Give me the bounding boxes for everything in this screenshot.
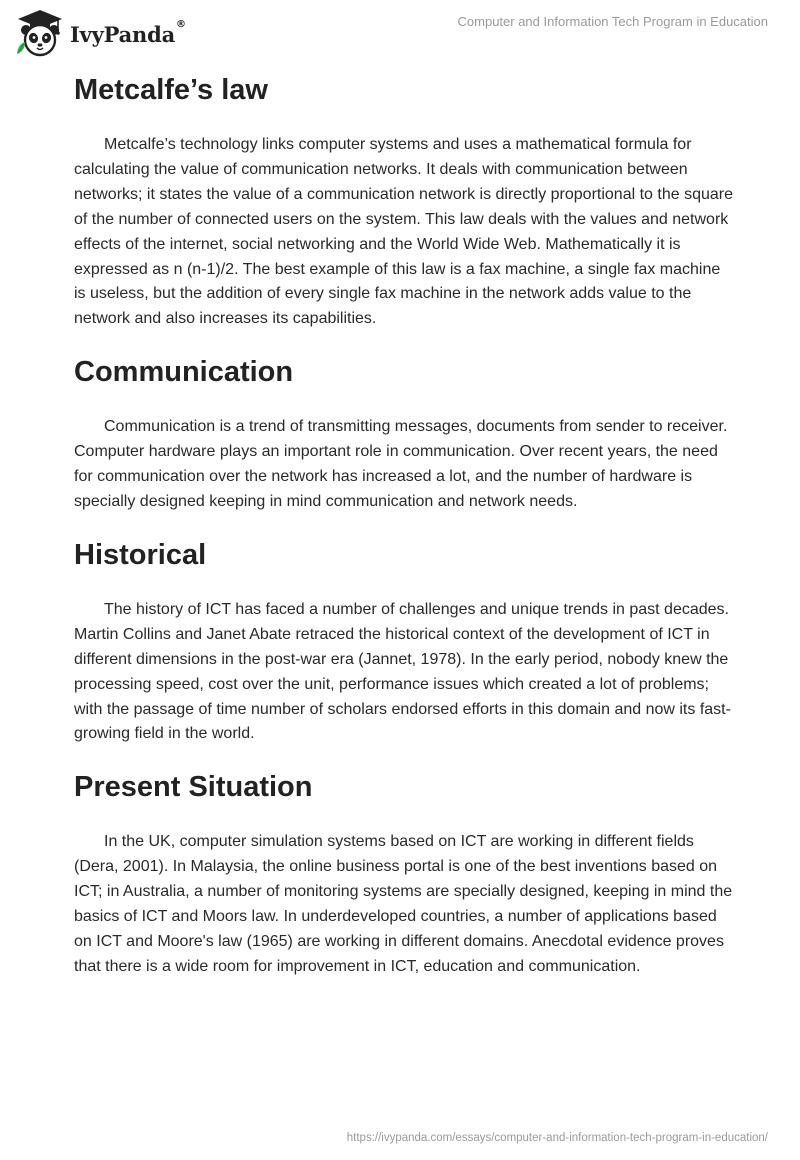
source-url-link[interactable]: https://ivypanda.com/essays/computer-and-information-tech-program-in-education/ — [346, 1132, 768, 1144]
section-paragraph: Metcalfe’s technology links computer systems and uses a mathematical formula for calculating the value of communication networks. It deals with communication between networks; it states the value of a communication network is directly proportional to the square of the number of connected users on the system. This law deals with the values and network effects of the internet, social networking and the World Wide Web. Mathematically it is expressed as n (n-1)/2. The best example of this law is a fax machine, a single fax machine is useless, but the addition of every single fax machine in the network adds value to the network and also increases its capabilities. — [74, 136, 733, 328]
registered-mark: ® — [176, 18, 186, 30]
page-header — [0, 0, 800, 64]
section-paragraph: Communication is a trend of transmitting messages, documents from sender to receiver. Computer hardware plays an important role in communication. Over recent years, the need for communication over the network has increased a lot, and the number of hardware is specially designed keeping in mind communication and network needs. — [74, 418, 728, 510]
section-heading: Metcalfe’s law — [74, 74, 268, 106]
section-historical — [74, 535, 734, 747]
section-paragraph: The history of ICT has faced a number of challenges and unique trends in past decades. Martin Collins and Janet Abate retraced the historical context of the development of ICT in different dimensions in the post-war era (Jannet, 1978). In the early period, nobody knew the processing speed, cost over the unit, performance issues which created a lot of problems; with the passage of time number of scholars endorsed efforts in this domain and now its fast-growing field in the world. — [74, 600, 731, 743]
section-heading: Historical — [74, 538, 207, 571]
section-heading: Present Situation — [74, 771, 313, 804]
section-metcalfes-law — [74, 70, 734, 332]
section-communication — [74, 352, 734, 515]
ivypanda-logo[interactable] — [14, 8, 186, 58]
section-paragraph: In the UK, computer simulation systems based on ICT are working in different fields (Dera, 2001). In Malaysia, the online business portal is one of the best inventions based on ICT; in Australia, a number of monitoring systems are specially designed, keeping in mind the basics of ICT and Moors law. In underdeveloped countries, a number of applications based on ICT and Moore's law (1965) are working in different domains. Anecdotal evidence proves that there is a wide room for improvement in ICT, education and communication. — [74, 833, 733, 975]
section-heading: Communication — [74, 356, 294, 389]
logo-wordmark: IvyPanda® — [70, 18, 186, 47]
essay-content — [74, 70, 734, 1000]
panda-graduate-icon — [14, 8, 66, 58]
section-present-situation — [74, 767, 734, 979]
document-title: Computer and Information Tech Program in Education — [457, 14, 768, 29]
